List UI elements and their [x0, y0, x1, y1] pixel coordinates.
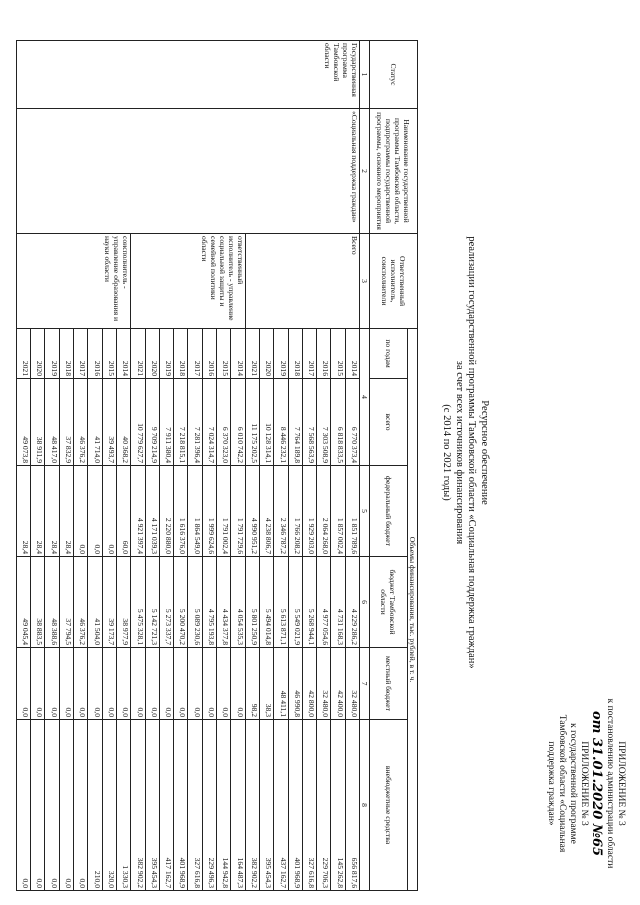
federal-cell: 1 791 729,6: [231, 466, 245, 557]
local-cell: 98,2: [245, 648, 259, 720]
title-line-3: за счет всех источников финансирования: [454, 360, 465, 545]
federal-cell: 4 238 806,7: [259, 466, 273, 557]
local-cell: 0,0: [159, 648, 173, 720]
federal-cell: 4 171 039,3: [145, 466, 159, 557]
header-name: Наименование государственной программы Тамбовской области, подпрограммы государственной программы, основного мероприятия: [370, 109, 418, 234]
extra-cell: 0,0: [45, 720, 59, 891]
year-cell: 2015: [102, 329, 116, 379]
regional-cell: 39 173,7: [102, 557, 116, 648]
local-cell: 42 800,0: [302, 648, 316, 720]
year-cell: 2019: [45, 329, 59, 379]
header-local: местный бюджет: [370, 648, 408, 720]
total-cell: 7 024 314,7: [202, 379, 216, 466]
total-cell: 9 709 214,9: [145, 379, 159, 466]
federal-cell: 1 851 789,6: [345, 466, 359, 557]
regional-cell: 4 977 054,6: [317, 557, 331, 648]
status-cell: Государственная программа Тамбовской области: [16, 41, 359, 109]
year-cell: 2016: [317, 329, 331, 379]
total-cell: 40 368,2: [116, 379, 130, 466]
total-cell: 7 568 563,9: [302, 379, 316, 466]
col-number: 4: [360, 329, 370, 466]
extra-cell: 401 968,9: [288, 720, 302, 891]
year-cell: 2017: [302, 329, 316, 379]
local-cell: 0,0: [59, 648, 73, 720]
header-years: по годам: [370, 329, 408, 379]
regional-cell: 5 268 944,1: [302, 557, 316, 648]
extra-cell: 0,0: [74, 720, 88, 891]
total-cell: 48 417,0: [45, 379, 59, 466]
extra-cell: 144 942,8: [217, 720, 231, 891]
total-cell: 6 010 742,2: [231, 379, 245, 466]
extra-cell: 327 616,8: [188, 720, 202, 891]
total-cell: 6 370 323,0: [217, 379, 231, 466]
extra-cell: 401 968,9: [174, 720, 188, 891]
regional-cell: 5 549 021,9: [288, 557, 302, 648]
header-extra: внебюджетные средства: [370, 720, 408, 891]
local-cell: 0,0: [174, 648, 188, 720]
program-name-cell: «Социальная поддержка граждан»: [16, 109, 359, 234]
total-cell: 10 128 314,1: [259, 379, 273, 466]
federal-cell: 1 857 002,4: [331, 466, 345, 557]
local-cell: 32 480,0: [345, 648, 359, 720]
regional-cell: 4 795 193,8: [202, 557, 216, 648]
year-cell: 2020: [259, 329, 273, 379]
local-cell: 0,0: [145, 648, 159, 720]
total-cell: 39 493,7: [102, 379, 116, 466]
extra-cell: 229 496,3: [202, 720, 216, 891]
table-row: [345, 41, 359, 891]
header-total: всего: [370, 379, 408, 466]
federal-cell: 28,4: [45, 466, 59, 557]
federal-cell: 1 766 208,2: [288, 466, 302, 557]
regional-cell: 49 045,4: [16, 557, 30, 648]
local-cell: 32 480,0: [317, 648, 331, 720]
extra-cell: 320,0: [102, 720, 116, 891]
regional-cell: 5 613 871,1: [274, 557, 288, 648]
program-reference-2: Тамбовской области «Социальная: [557, 714, 567, 853]
header-federal: федеральный бюджет: [370, 466, 408, 557]
year-cell: 2019: [159, 329, 173, 379]
col-number: 1: [360, 41, 370, 109]
program-reference-3: поддержка граждан»: [546, 741, 556, 826]
total-cell: 49 073,8: [16, 379, 30, 466]
total-cell: 8 446 232,1: [274, 379, 288, 466]
federal-cell: 1 791 002,4: [217, 466, 231, 557]
year-cell: 2021: [16, 329, 30, 379]
year-cell: 2014: [345, 329, 359, 379]
document-title: [440, 0, 490, 905]
local-cell: 0,0: [131, 648, 145, 720]
regional-cell: 4 731 168,3: [331, 557, 345, 648]
decree-date-number: от 31.01.2020 №65: [589, 710, 604, 857]
year-cell: 2018: [59, 329, 73, 379]
regional-cell: 38 977,9: [116, 557, 130, 648]
regional-cell: 5 200 470,2: [174, 557, 188, 648]
federal-cell: 60,0: [116, 466, 130, 557]
regional-cell: 38 883,5: [31, 557, 45, 648]
local-cell: 0,0: [188, 648, 202, 720]
year-cell: 2015: [217, 329, 231, 379]
federal-cell: 4 921 397,4: [131, 466, 145, 557]
extra-cell: 229 706,3: [317, 720, 331, 891]
regional-cell: 5 475 328,1: [131, 557, 145, 648]
total-cell: 7 303 508,9: [317, 379, 331, 466]
col-number: 2: [360, 109, 370, 234]
decree-reference: к постановлению администрации области: [605, 698, 615, 869]
year-cell: 2018: [288, 329, 302, 379]
regional-cell: 48 388,6: [45, 557, 59, 648]
regional-cell: 4 434 377,8: [217, 557, 231, 648]
extra-cell: 395 454,3: [259, 720, 273, 891]
regional-cell: 4 054 535,3: [231, 557, 245, 648]
total-cell: 10 779 627,7: [131, 379, 145, 466]
header-funding: Объемы финансирования, тыс. рублей, в т. ч.: [408, 329, 418, 891]
responsible-cell: Всего: [245, 234, 359, 329]
regional-cell: 5 142 721,3: [145, 557, 159, 648]
federal-cell: 1 929 203,0: [302, 466, 316, 557]
federal-cell: 2 064 268,0: [317, 466, 331, 557]
table-body: [16, 41, 359, 891]
federal-cell: 2 220 880,0: [159, 466, 173, 557]
total-cell: 7 764 189,8: [288, 379, 302, 466]
local-cell: 0,0: [88, 648, 102, 720]
appendix-header: [545, 676, 626, 891]
regional-cell: 37 794,5: [59, 557, 73, 648]
col-number: 7: [360, 648, 370, 720]
local-cell: 38,3: [259, 648, 273, 720]
extra-cell: 145 262,8: [331, 720, 345, 891]
year-cell: 2021: [245, 329, 259, 379]
federal-cell: 2 346 787,2: [274, 466, 288, 557]
total-cell: 11 175 202,5: [245, 379, 259, 466]
total-cell: 38 911,9: [31, 379, 45, 466]
funding-table: [16, 40, 418, 891]
extra-cell: 1 330,3: [116, 720, 130, 891]
year-cell: 2018: [174, 329, 188, 379]
regional-cell: 5 494 014,8: [259, 557, 273, 648]
year-cell: 2020: [31, 329, 45, 379]
col-number: 5: [360, 466, 370, 557]
col-number: 6: [360, 557, 370, 648]
extra-cell: 417 162,7: [159, 720, 173, 891]
extra-cell: 327 616,8: [302, 720, 316, 891]
local-cell: 0,0: [45, 648, 59, 720]
extra-cell: 0,0: [59, 720, 73, 891]
year-cell: 2019: [274, 329, 288, 379]
local-cell: 46 990,8: [288, 648, 302, 720]
appendix-label: ПРИЛОЖЕНИЕ № 3: [616, 741, 626, 826]
local-cell: 0,0: [116, 648, 130, 720]
regional-cell: 46 376,2: [74, 557, 88, 648]
regional-cell: 5 089 230,6: [188, 557, 202, 648]
title-line-1: Ресурсное обеспечение: [479, 400, 490, 505]
extra-cell: 437 162,7: [274, 720, 288, 891]
federal-cell: 28,4: [59, 466, 73, 557]
year-cell: 2015: [331, 329, 345, 379]
federal-cell: 1 999 624,6: [202, 466, 216, 557]
federal-cell: 0,0: [74, 466, 88, 557]
federal-cell: 28,4: [16, 466, 30, 557]
extra-cell: 210,0: [88, 720, 102, 891]
appendix-label-2: ПРИЛОЖЕНИЕ № 3: [579, 741, 589, 826]
extra-cell: 0,0: [16, 720, 30, 891]
federal-cell: 28,4: [31, 466, 45, 557]
regional-cell: 5 273 337,7: [159, 557, 173, 648]
col-number: 3: [360, 234, 370, 329]
program-reference: к государственной программе: [568, 723, 578, 844]
local-cell: 0,0: [31, 648, 45, 720]
total-cell: 6 818 833,5: [331, 379, 345, 466]
header-status: Статус: [370, 41, 418, 109]
total-cell: 7 218 815,1: [174, 379, 188, 466]
regional-cell: 5 801 250,9: [245, 557, 259, 648]
extra-cell: 164 487,3: [231, 720, 245, 891]
total-cell: 7 281 396,4: [188, 379, 202, 466]
year-cell: 2014: [116, 329, 130, 379]
col-number: 8: [360, 720, 370, 891]
year-cell: 2016: [202, 329, 216, 379]
local-cell: 0,0: [102, 648, 116, 720]
year-cell: 2017: [188, 329, 202, 379]
year-cell: 2021: [131, 329, 145, 379]
year-cell: 2014: [231, 329, 245, 379]
extra-cell: 656 817,6: [345, 720, 359, 891]
local-cell: 42 400,0: [331, 648, 345, 720]
extra-cell: 382 902,2: [245, 720, 259, 891]
local-cell: 0,0: [74, 648, 88, 720]
title-line-2: реализации государственной программы Тамбовской области «Социальная поддержка граждан»: [466, 236, 478, 669]
header-regional: бюджет Тамбовской области: [370, 557, 408, 648]
extra-cell: 382 902,2: [131, 720, 145, 891]
local-cell: 48 411,1: [274, 648, 288, 720]
responsible-cell: соисполнитель - управление образования и науки области: [16, 234, 130, 329]
federal-cell: 1 864 549,0: [188, 466, 202, 557]
local-cell: 0,0: [231, 648, 245, 720]
total-cell: 37 832,9: [59, 379, 73, 466]
federal-cell: 0,0: [88, 466, 102, 557]
year-cell: 2017: [74, 329, 88, 379]
local-cell: 0,0: [217, 648, 231, 720]
title-line-4: (с 2014 по 2021 годы): [441, 404, 453, 501]
year-cell: 2020: [145, 329, 159, 379]
regional-cell: 4 229 286,2: [345, 557, 359, 648]
total-cell: 7 911 380,4: [159, 379, 173, 466]
federal-cell: 0,0: [102, 466, 116, 557]
header-responsible: Ответственный исполнитель, соисполнители: [370, 234, 418, 329]
responsible-cell: ответственный исполнитель - управление социальной защиты и семейной политики области: [131, 234, 245, 329]
extra-cell: 395 454,3: [145, 720, 159, 891]
regional-cell: 41 504,0: [88, 557, 102, 648]
year-cell: 2016: [88, 329, 102, 379]
total-cell: 46 376,2: [74, 379, 88, 466]
total-cell: 6 770 373,4: [345, 379, 359, 466]
extra-cell: 0,0: [31, 720, 45, 891]
federal-cell: 4 990 951,2: [245, 466, 259, 557]
local-cell: 0,0: [16, 648, 30, 720]
federal-cell: 1 616 376,0: [174, 466, 188, 557]
local-cell: 0,0: [202, 648, 216, 720]
total-cell: 41 714,0: [88, 379, 102, 466]
